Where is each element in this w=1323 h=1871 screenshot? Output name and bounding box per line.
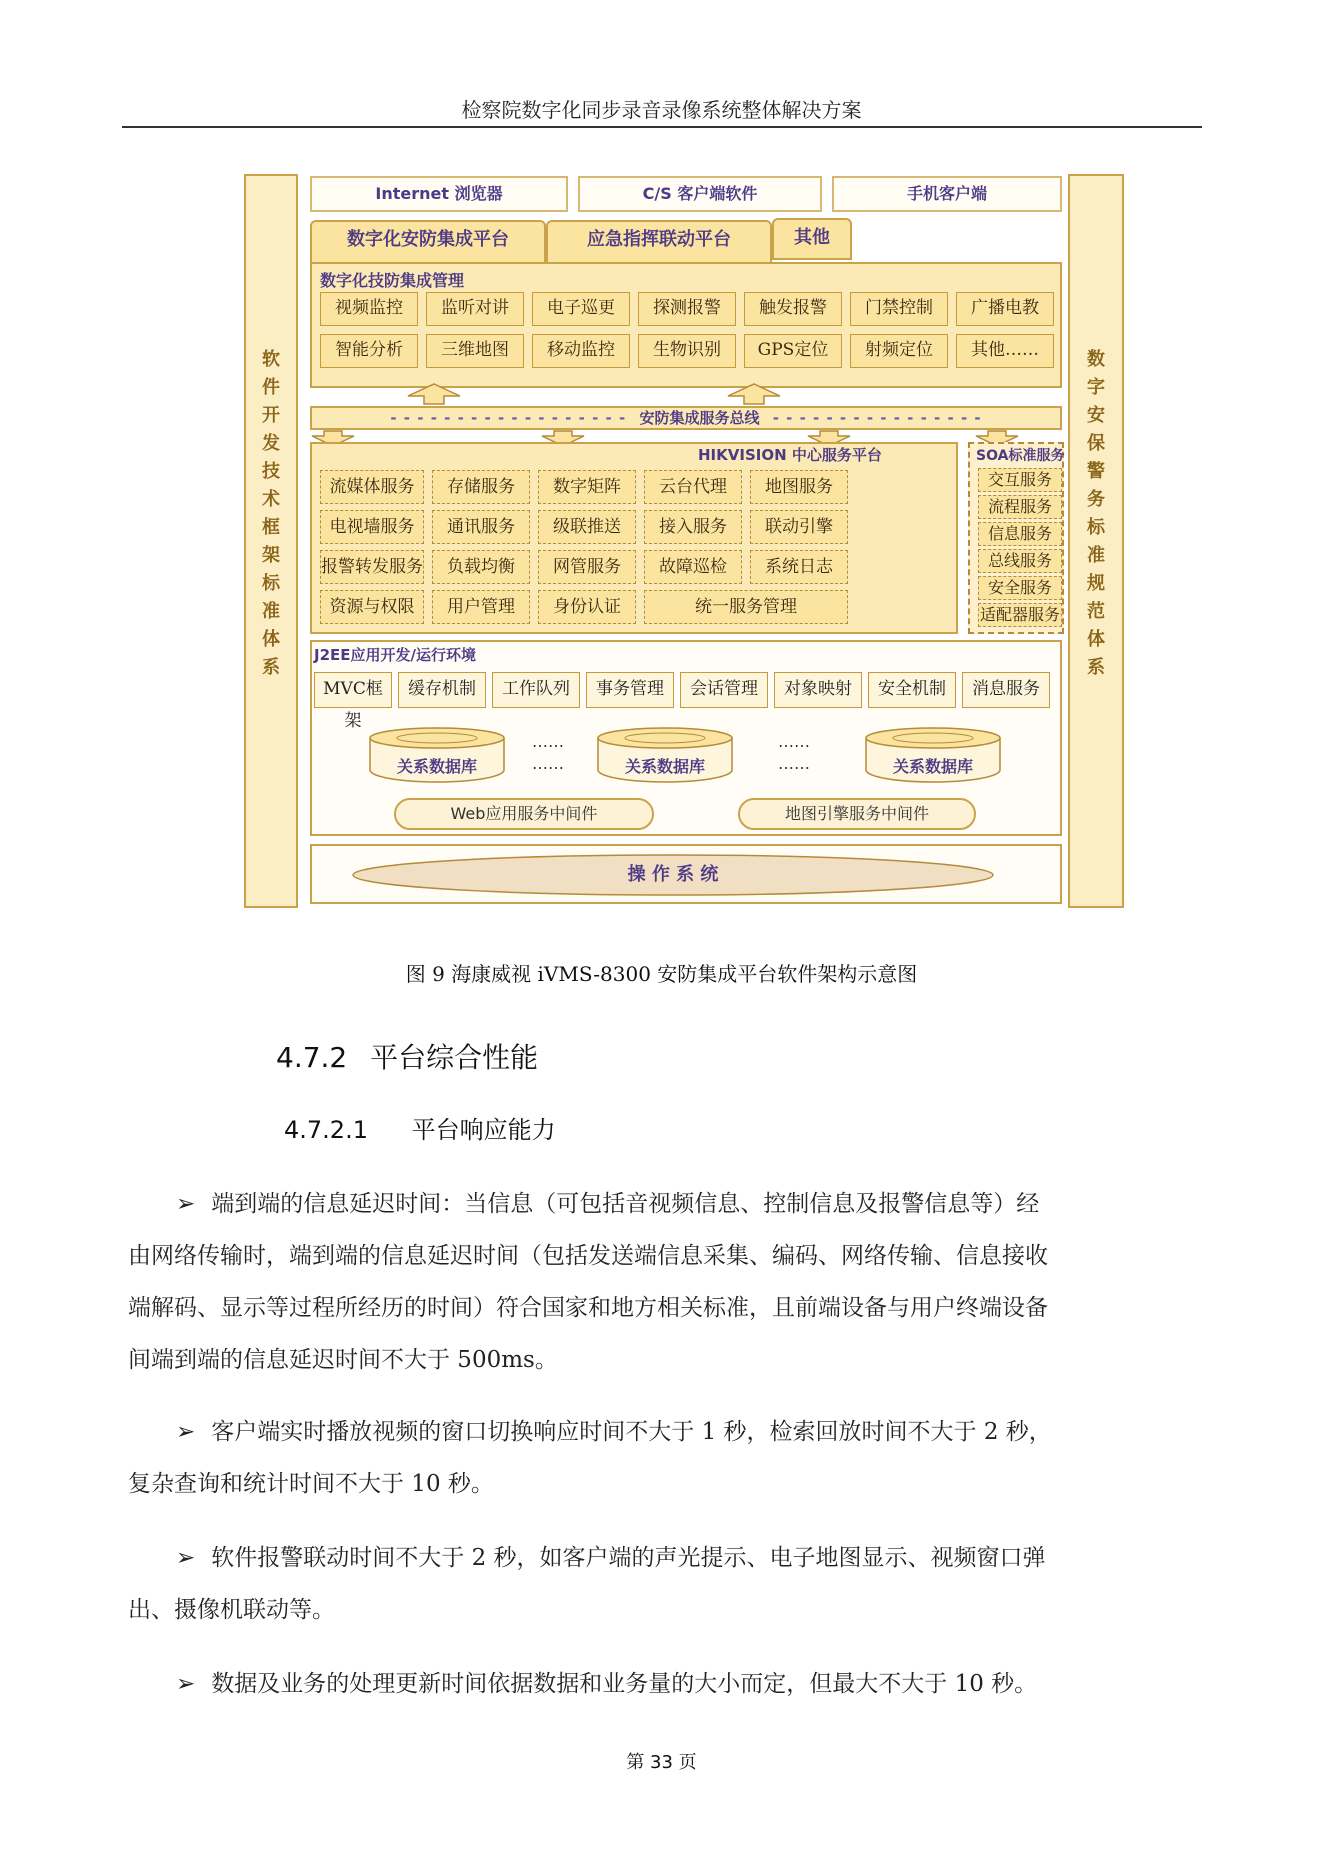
j2ee-item: 消息服务 [962,672,1050,708]
os-label: 操 作 系 统 [627,864,719,885]
bus-dash-left: - - - - - - - - - - - - - - - - - - [390,409,627,427]
center-service-item: 资源与权限 [320,590,424,624]
soa-item: 适配器服务 [978,603,1062,627]
j2ee-item: 缓存机制 [398,672,486,708]
service-bus [310,406,1062,430]
pillar-char: 技 [262,461,280,482]
center-service-item: 数字矩阵 [538,470,636,504]
bullet-line: 出、摄像机联动等。 [128,1597,335,1623]
integration-item: 其他…… [956,334,1054,368]
bullet-paragraph [128,1406,1200,1510]
pillar-char: 体 [1087,629,1105,650]
bullet-icon: ➢ [176,1671,196,1697]
db-dots: …… [778,732,810,751]
bullet-icon: ➢ [176,1419,196,1445]
left-pillar [244,174,298,908]
center-service-item: 身份认证 [538,590,636,624]
pillar-char: 体 [262,629,280,650]
database-label: 关系数据库 [892,757,973,776]
pillar-char: 术 [262,489,280,510]
tab-security-platform: 数字化安防集成平台 [310,220,546,264]
pillar-char: 架 [262,545,280,566]
soa-item: 信息服务 [978,522,1062,546]
db-dots: …… [532,754,564,773]
center-service-item: 负载均衡 [432,550,530,584]
soa-item: 交互服务 [978,468,1062,492]
center-service-item: 级联推送 [538,510,636,544]
j2ee-item: 对象映射 [774,672,862,708]
j2ee-item: 会话管理 [680,672,768,708]
center-service-item: 通讯服务 [432,510,530,544]
bullet-paragraph [128,1658,1200,1710]
bullet-text: 端到端的信息延迟时间：当信息（可包括音视频信息、控制信息及报警信息等）经 [211,1191,1040,1217]
subsection-title: 平台响应能力 [411,1116,556,1144]
bullet-paragraph [128,1532,1200,1636]
bullet-text: 数据及业务的处理更新时间依据数据和业务量的大小而定，但最大不大于 10 秒。 [211,1671,1038,1697]
pillar-char: 准 [1087,545,1105,566]
db-dots: …… [778,754,810,773]
section-title: 平台综合性能 [370,1041,539,1074]
integration-item: 智能分析 [320,334,418,368]
tab-other: 其他 [772,218,852,260]
center-service-item: 流媒体服务 [320,470,424,504]
client-mobile: 手机客户端 [832,176,1062,212]
bus-label: 安防集成服务总线 [639,409,760,427]
bullet-text: 客户端实时播放视频的窗口切换响应时间不大于 1 秒，检索回放时间不大于 2 秒， [211,1419,1052,1445]
j2ee-item: 安全机制 [868,672,956,708]
bullet-line: 端解码、显示等过程所经历的时间）符合国家和地方相关标准，且前端设备与用户终端设备 [128,1295,1048,1321]
pillar-char: 警 [1087,461,1105,482]
soa-title: SOA标准服务 [976,448,1065,464]
bullet-line [128,1658,1200,1710]
bullet-text: 软件报警联动时间不大于 2 秒，如客户端的声光提示、电子地图显示、视频窗口弹 [211,1545,1046,1571]
integration-item: 生物识别 [638,334,736,368]
integration-item: 触发报警 [744,292,842,326]
web-middleware: Web应用服务中间件 [394,798,654,830]
pillar-char: 保 [1087,433,1105,454]
header-rule [122,126,1202,128]
bullet-paragraph [128,1178,1200,1386]
pillar-char: 发 [262,433,280,454]
center-service-item: 网管服务 [538,550,636,584]
pillar-char: 框 [262,517,280,538]
integration-item: 射频定位 [850,334,948,368]
center-service-item: 故障巡检 [644,550,742,584]
pillar-char: 件 [262,377,280,398]
client-browser: Internet 浏览器 [310,176,568,212]
db-dots: …… [532,732,564,751]
tab-emergency-platform: 应急指挥联动平台 [546,220,772,264]
integration-item: 移动监控 [532,334,630,368]
bullet-line [128,1406,1200,1458]
pillar-char: 标 [262,573,280,594]
architecture-diagram [244,172,1126,910]
center-service-title: HIKVISION 中心服务平台 [698,446,882,464]
center-service-item: 系统日志 [750,550,848,584]
arrow-up-icon [404,382,464,406]
database-label: 关系数据库 [396,757,477,776]
center-service-item: 接入服务 [644,510,742,544]
section-heading [276,1036,538,1076]
center-service-item: 存储服务 [432,470,530,504]
right-pillar [1068,174,1124,908]
integration-item: 三维地图 [426,334,524,368]
center-service-item: 用户管理 [432,590,530,624]
bullet-icon: ➢ [176,1545,196,1571]
center-service-item: 报警转发服务 [320,550,424,584]
bullet-line [128,1532,1200,1584]
subsection-heading [284,1110,556,1145]
section-number: 4.7.2 [276,1041,348,1074]
pillar-char: 规 [1087,573,1105,594]
arrow-up-icon [724,382,784,406]
figure-caption: 图 9 海康威视 iVMS-8300 安防集成平台软件架构示意图 [405,962,918,986]
center-service-item: 云台代理 [644,470,742,504]
integration-item: GPS定位 [744,334,842,368]
bullet-line: 由网络传输时，端到端的信息延迟时间（包括发送端信息采集、编码、网络传输、信息接收 [128,1243,1048,1269]
center-service-item: 电视墙服务 [320,510,424,544]
center-service-item: 联动引擎 [750,510,848,544]
pillar-char: 数 [1087,349,1105,370]
bullet-line: 复杂查询和统计时间不大于 10 秒。 [128,1471,494,1497]
j2ee-title: J2EE应用开发/运行环境 [314,646,476,664]
integration-item: 电子巡更 [532,292,630,326]
integration-item: 门禁控制 [850,292,948,326]
pillar-char: 字 [1087,377,1105,398]
pillar-char: 开 [262,405,280,426]
client-cs: C/S 客户端软件 [578,176,822,212]
bullet-icon: ➢ [176,1191,196,1217]
integration-item: 广播电教 [956,292,1054,326]
center-service-item: 统一服务管理 [644,590,848,624]
pillar-char: 务 [1087,489,1105,510]
pillar-char: 软 [262,349,280,370]
integration-item: 探测报警 [638,292,736,326]
page-header-title: 检察院数字化同步录音录像系统整体解决方案 [461,98,862,122]
bullet-line: 间端到端的信息延迟时间不大于 500ms。 [128,1347,558,1373]
page-number: 第 33 页 [626,1752,697,1773]
j2ee-item: 工作队列 [492,672,580,708]
j2ee-item: MVC框架 [314,672,392,708]
pillar-char: 安 [1087,405,1105,426]
soa-item: 安全服务 [978,576,1062,600]
bullet-line [128,1178,1200,1230]
bus-dash-right: - - - - - - - - - - - - - - - - [772,409,982,427]
pillar-char: 系 [262,657,280,678]
integration-item: 监听对讲 [426,292,524,326]
integration-item: 视频监控 [320,292,418,326]
soa-item: 总线服务 [978,549,1062,573]
subsection-number: 4.7.2.1 [284,1116,368,1144]
soa-item: 流程服务 [978,495,1062,519]
pillar-char: 系 [1087,657,1105,678]
pillar-char: 标 [1087,517,1105,538]
center-service-item: 地图服务 [750,470,848,504]
j2ee-item: 事务管理 [586,672,674,708]
pillar-char: 准 [262,601,280,622]
pillar-char: 范 [1087,601,1105,622]
integration-title: 数字化技防集成管理 [320,271,465,290]
map-middleware: 地图引擎服务中间件 [738,798,976,830]
database-label: 关系数据库 [624,757,705,776]
